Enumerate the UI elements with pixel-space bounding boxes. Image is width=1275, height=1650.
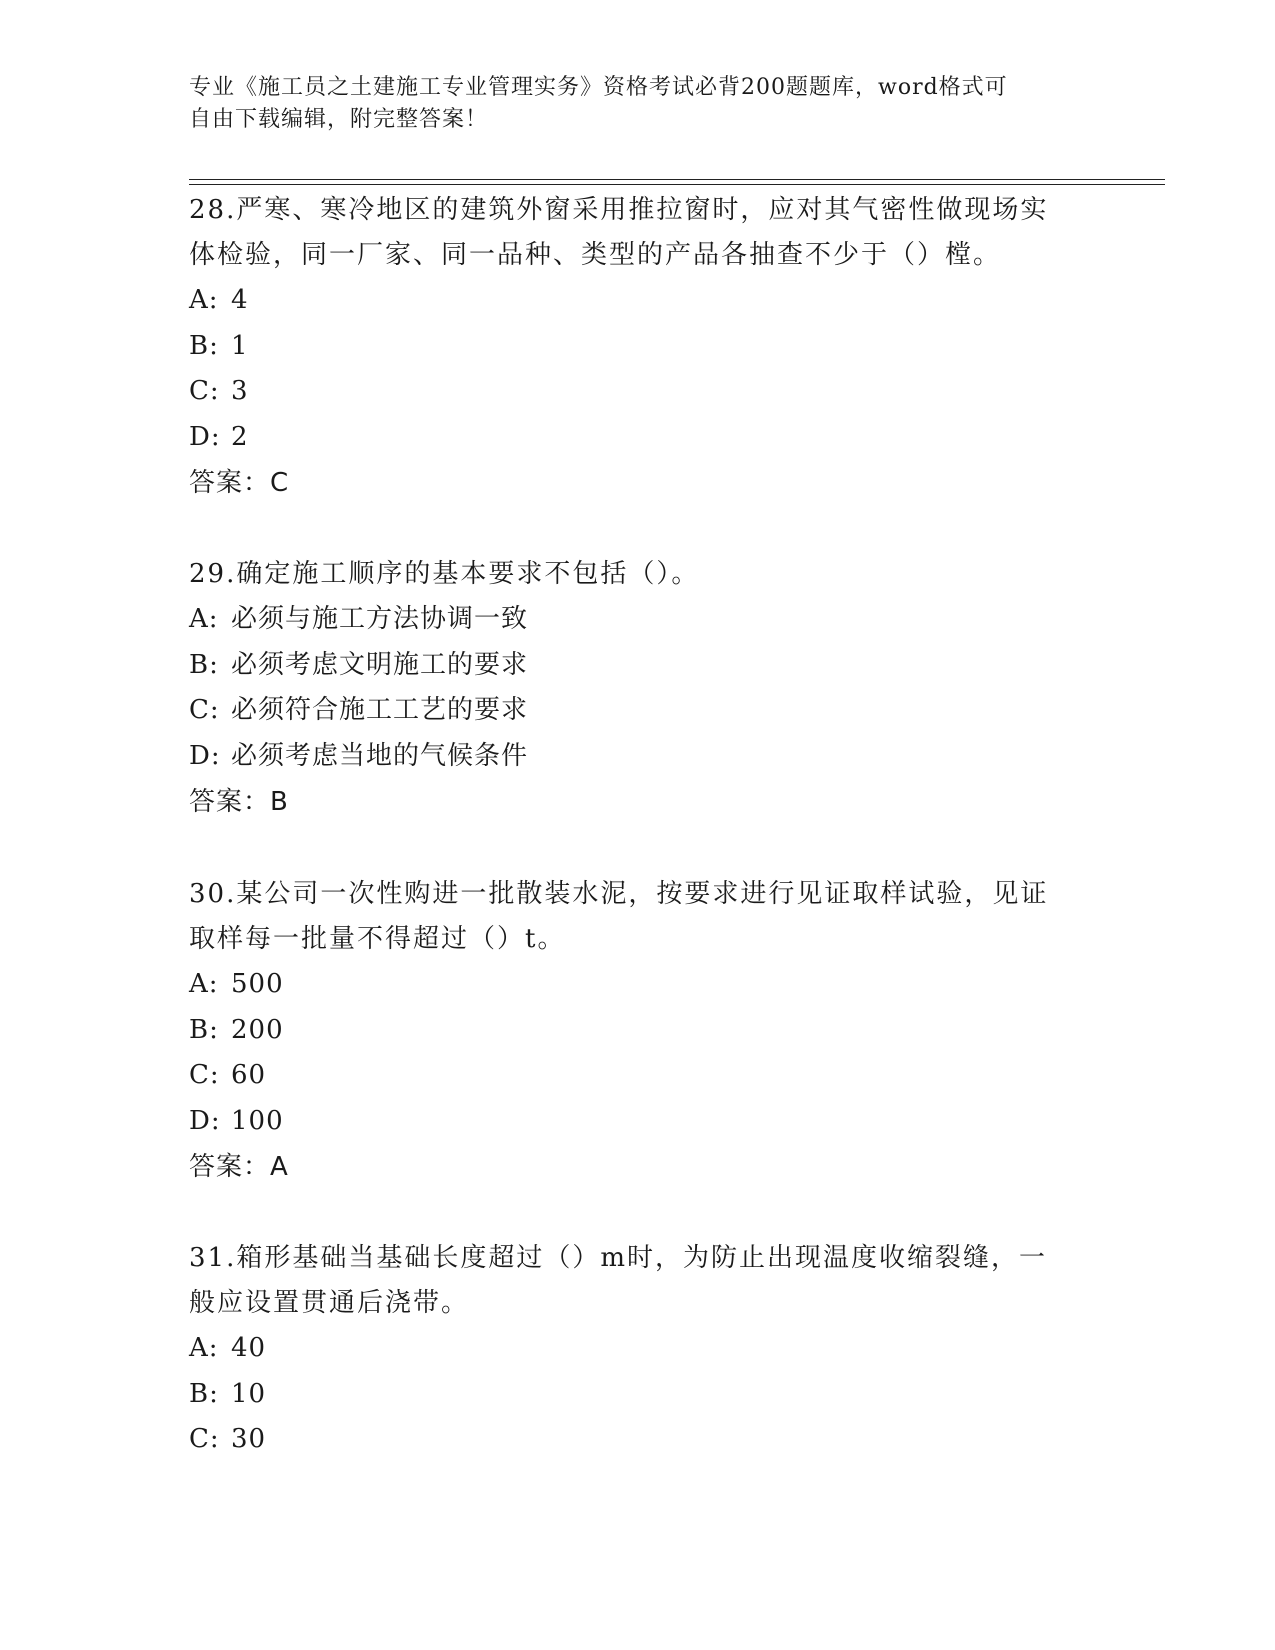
option-b: [189, 643, 1089, 689]
option-value: 必须符合施工工艺的要求: [231, 695, 529, 725]
option-letter: B:: [189, 649, 219, 680]
question-text-line-2: 取样每一批量不得超过（）t。: [189, 924, 566, 954]
option-letter: A:: [189, 969, 219, 999]
header-line-1: 专业《施工员之土建施工专业管理实务》资格考试必背200题题库，word格式可: [189, 75, 1008, 100]
option-letter: D:: [189, 421, 221, 452]
option-c: [189, 369, 1089, 415]
option-value: 2: [231, 421, 249, 452]
option-letter: B:: [189, 1378, 219, 1409]
option-a: [189, 962, 1089, 1008]
question-31: [189, 1236, 1089, 1463]
option-b: [189, 1008, 1089, 1054]
question-30: [189, 872, 1089, 1190]
question-29: [189, 552, 1089, 825]
option-c: [189, 1417, 1089, 1463]
header-line-2: 自由下载编辑，附完整答案！: [189, 107, 489, 132]
option-a: [189, 597, 1089, 643]
option-value: 40: [231, 1333, 267, 1363]
option-d: [189, 734, 1089, 780]
question-text-line-1: 30.某公司一次性购进一批散装水泥，按要求进行见证取样试验，见证: [189, 879, 1049, 909]
option-c: [189, 1053, 1089, 1099]
option-letter: A:: [189, 285, 219, 315]
question-28: [189, 188, 1089, 506]
question-text-line-1: 29.确定施工顺序的基本要求不包括（）。: [189, 559, 700, 589]
option-value: 60: [231, 1060, 267, 1090]
option-letter: C:: [189, 376, 220, 406]
option-letter: C:: [189, 695, 220, 725]
answer: 答案：C: [189, 468, 290, 498]
header-divider-bottom: [189, 184, 1165, 185]
option-value: 1: [231, 330, 249, 361]
question-text-line-1: 28.严寒、寒冷地区的建筑外窗采用推拉窗时，应对其气密性做现场实: [189, 195, 1049, 225]
option-value: 必须与施工方法协调一致: [231, 604, 529, 634]
option-value: 200: [231, 1014, 284, 1045]
answer: 答案：A: [189, 1152, 289, 1182]
option-c: [189, 688, 1089, 734]
option-letter: B:: [189, 1014, 219, 1045]
option-letter: D:: [189, 1105, 221, 1136]
question-text-line-2: 体检验，同一厂家、同一品种、类型的产品各抽查不少于（）樘。: [189, 240, 1002, 270]
answer: 答案：B: [189, 787, 289, 817]
option-value: 30: [231, 1424, 267, 1454]
option-value: 3: [231, 376, 249, 406]
option-d: [189, 415, 1089, 461]
option-value: 4: [231, 285, 249, 315]
option-value: 10: [231, 1378, 267, 1409]
option-a: [189, 1326, 1089, 1372]
option-letter: D:: [189, 740, 221, 771]
option-value: 必须考虑文明施工的要求: [231, 649, 529, 680]
option-a: [189, 278, 1089, 324]
document-header: [189, 72, 1069, 136]
question-text-line-2: 般应设置贯通后浇带。: [189, 1288, 470, 1318]
option-letter: A:: [189, 1333, 219, 1363]
option-value: 必须考虑当地的气候条件: [231, 740, 529, 771]
option-d: [189, 1099, 1089, 1145]
question-text-line-1: 31.箱形基础当基础长度超过（）m时，为防止出现温度收缩裂缝，一: [189, 1243, 1048, 1273]
option-value: 500: [231, 969, 284, 999]
option-b: [189, 1372, 1089, 1418]
option-letter: C:: [189, 1060, 220, 1090]
option-letter: C:: [189, 1424, 220, 1454]
option-value: 100: [231, 1105, 284, 1136]
option-letter: A:: [189, 604, 219, 634]
header-divider-top: [189, 179, 1165, 180]
option-b: [189, 324, 1089, 370]
option-letter: B:: [189, 330, 219, 361]
